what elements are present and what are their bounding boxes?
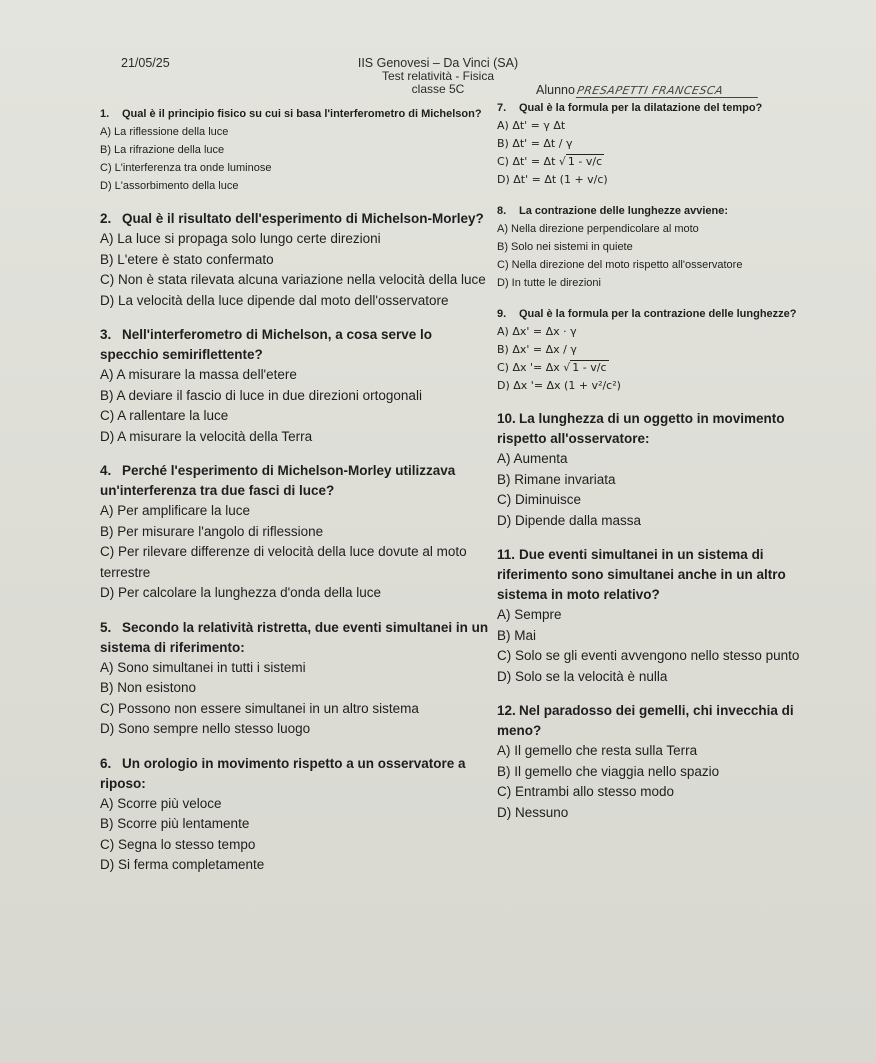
question-text: 2. Qual è il risultato dell'esperimento di Michelson-Morley? — [100, 211, 484, 226]
option-d: D) Si ferma completamente — [100, 857, 265, 872]
option-a: A) Sono simultanei in tutti i sistemi — [100, 659, 306, 675]
option-b: B) Non esistono — [100, 680, 197, 695]
option-d: D) La velocità della luce dipende dal moto dell'osservatore — [100, 292, 449, 308]
option-a: A) Δt' = γ Δt — [497, 119, 566, 132]
question-text: 1. Qual è il principio fisico su cui si basa l'interferometro di Michelson? — [100, 108, 482, 120]
student-label: Alunno — [536, 83, 575, 97]
question-9 — [497, 306, 837, 395]
option-b: B) Per misurare l'angolo di riflessione — [100, 523, 324, 539]
option-c: C) L'interferenza tra onde luminose — [100, 162, 272, 174]
option-b: B) L'etere è stato confermato — [100, 251, 274, 267]
option-b: B) Δt' = Δt / γ — [497, 137, 573, 150]
student-field — [536, 83, 759, 98]
option-a: A) Nella direzione perpendicolare al moto — [497, 223, 699, 235]
question-text: 10. La lunghezza di un oggetto in movimento rispetto all'osservatore: — [497, 411, 785, 446]
question-text: 7. Qual è la formula per la dilatazione del tempo? — [497, 102, 763, 114]
option-c: C) Diminuisce — [497, 492, 582, 507]
option-b: B) A deviare il fascio di luce in due direzioni ortogonali — [100, 387, 422, 403]
option-d: D) Δt' = Δt (1 + v/c) — [497, 173, 608, 186]
question-2 — [100, 209, 490, 311]
option-d: D) Dipende dalla massa — [497, 512, 642, 528]
option-a: A) Per amplificare la luce — [100, 503, 251, 518]
option-d: D) Per calcolare la lunghezza d'onda della luce — [100, 585, 381, 600]
option-b: B) Δx' = Δx / γ — [497, 343, 577, 356]
option-d: D) L'assorbimento della luce — [100, 180, 239, 192]
question-11 — [497, 545, 837, 687]
question-4 — [100, 461, 490, 604]
option-d: D) In tutte le direzioni — [497, 277, 601, 289]
question-3 — [100, 325, 490, 447]
question-text: 9. Qual è la formula per la contrazione delle lunghezze? — [497, 308, 797, 320]
option-c: C) Entrambi allo stesso modo — [497, 784, 675, 799]
question-1 — [100, 106, 490, 195]
option-b: B) Rimane invariata — [497, 471, 616, 487]
sqrt-expression: 1 - v/c — [572, 361, 607, 374]
question-8 — [497, 203, 837, 292]
option-b: B) Scorre più lentamente — [100, 816, 250, 831]
question-text: 5. Secondo la relatività ristretta, due eventi simultanei in un sistema di riferimento: — [100, 619, 489, 655]
option-a: A) La luce si propaga solo lungo certe direzioni — [100, 231, 381, 246]
option-a: A) Aumenta — [497, 451, 568, 466]
sqrt-expression: 1 - v/c — [567, 155, 603, 168]
question-text: 11. Due eventi simultanei in un sistema di riferimento sono simultanei anche in un altro sistema in moto relativo? — [497, 547, 786, 602]
question-5 — [100, 618, 490, 740]
option-c: C) Non è stata rilevata alcuna variazione nella velocità della luce — [100, 272, 486, 287]
question-10 — [497, 409, 837, 531]
question-12 — [497, 701, 837, 823]
question-text: 6. Un orologio in movimento rispetto a un osservatore a riposo: — [100, 755, 466, 791]
option-c: C) A rallentare la luce — [100, 408, 229, 423]
option-a: A) Δx' = Δx · γ — [497, 325, 577, 338]
option-a: A) La riflessione della luce — [100, 126, 229, 138]
question-text: 3. Nell'interferometro di Michelson, a cosa serve lo specchio semiriflettente? — [100, 327, 433, 362]
left-column — [100, 97, 490, 876]
student-name-handwritten: PRESAPETTI FRANCESCA — [576, 84, 760, 98]
option-c: C) Solo se gli eventi avvengono nello stesso punto — [497, 648, 800, 663]
option-b: B) Il gemello che viaggia nello spazio — [497, 763, 720, 779]
question-text: 12. Nel paradosso dei gemelli, chi invecchia di meno? — [497, 703, 794, 738]
option-a: A) Sempre — [497, 607, 562, 622]
option-c: C) Segna lo stesso tempo — [100, 836, 256, 852]
option-c: C) Per rilevare differenze di velocità della luce dovute al moto terrestre — [100, 544, 467, 580]
option-a: A) A misurare la massa dell'etere — [100, 367, 297, 382]
option-a: A) Scorre più veloce — [100, 795, 222, 811]
question-text: 4. Perché l'esperimento di Michelson-Morley utilizzava un'interferenza tra due fasci di luce? — [100, 463, 456, 498]
class-label: classe 5C — [411, 82, 465, 96]
question-6 — [100, 754, 490, 876]
question-text: 8. La contrazione delle lunghezze avviene: — [497, 205, 729, 217]
option-b: B) La rifrazione della luce — [100, 144, 225, 156]
option-c: C) Δt' = Δt √ 1 - v/c — [497, 155, 603, 168]
option-d: D) Solo se la velocità è nulla — [497, 668, 668, 684]
test-title: Test relatività - Fisica — [381, 69, 495, 83]
test-date: 21/05/25 — [121, 56, 170, 70]
question-7 — [497, 100, 837, 189]
option-c: C) Δx '= Δx √ 1 - v/c — [497, 361, 607, 374]
school-name: IIS Genovesi – Da Vinci (SA) — [357, 56, 519, 70]
option-c: C) Possono non essere simultanei in un altro sistema — [100, 700, 419, 716]
option-d: D) A misurare la velocità della Terra — [100, 428, 313, 444]
option-b: B) Mai — [497, 627, 537, 643]
option-a: A) Il gemello che resta sulla Terra — [497, 743, 698, 758]
option-d: D) Nessuno — [497, 804, 569, 820]
option-d: D) Δx '= Δx (1 + v²/c²) — [497, 379, 621, 392]
option-b: B) Solo nei sistemi in quiete — [497, 241, 633, 253]
right-column — [497, 97, 837, 823]
option-d: D) Sono sempre nello stesso luogo — [100, 721, 311, 736]
option-c: C) Nella direzione del moto rispetto all'osservatore — [497, 259, 743, 271]
